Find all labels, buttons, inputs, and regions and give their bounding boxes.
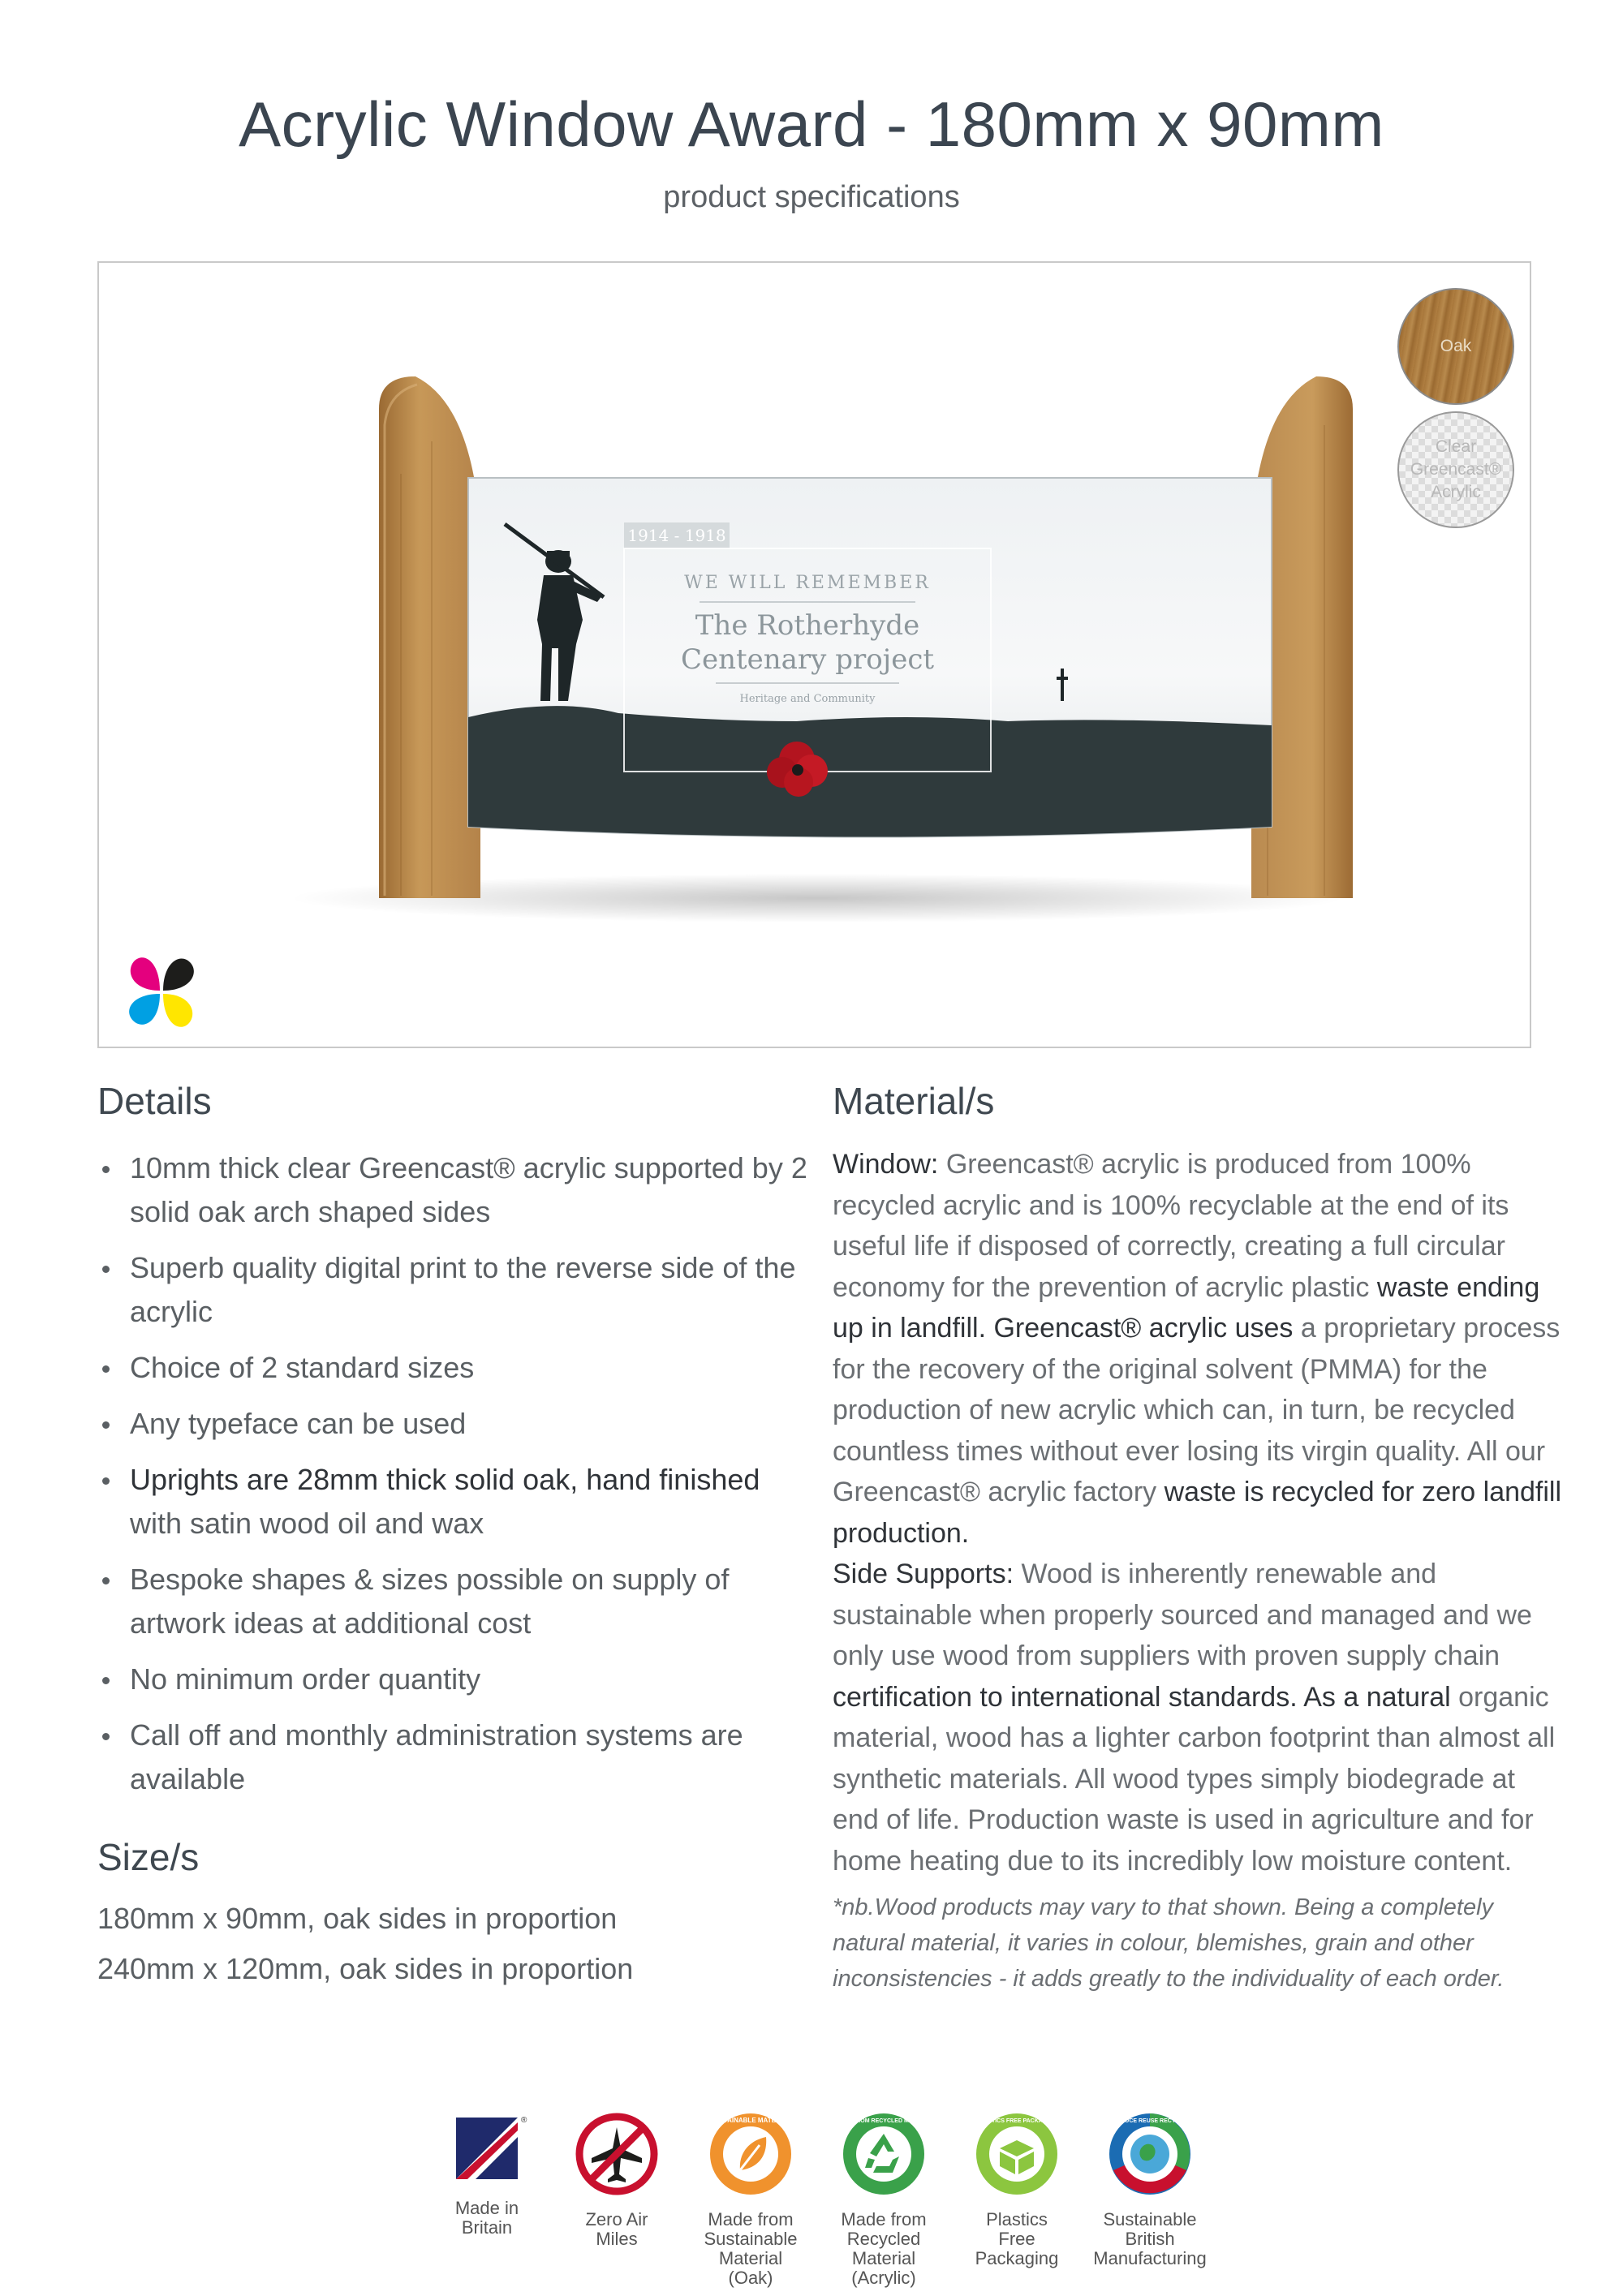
zero-air-miles-icon — [572, 2109, 661, 2199]
sizes-heading: Size/s — [97, 1836, 200, 1878]
page-title: Acrylic Window Award - 180mm x 90mm — [239, 88, 1384, 160]
acrylic-swatch-label: Clear Greencast® Acrylic — [1410, 437, 1502, 501]
plaque-line-4: Heritage and Community — [739, 693, 876, 705]
side-supports-label: Side Supports: — [833, 1559, 1014, 1589]
sustainability-badges — [0, 2109, 1623, 2296]
size-option: 180mm x 90mm, oak sides in proportion — [97, 1902, 618, 1935]
cmyk-logo-icon — [123, 954, 200, 1030]
svg-text:SUSTAINABLE MATERIAL: SUSTAINABLE MATERIAL — [710, 2117, 791, 2124]
oak-swatch — [1397, 288, 1514, 405]
side-supports-paragraph: Side Supports: Wood is inherently renewable and sustainable when properly sourced and managed and we only use wood from suppliers with proven supply chain certification to international standards. As a natural organic material, wood has a lighter carbon footprint than almost all synthetic materials. All wood types simply biodegrade at end of life. Production waste is used in agriculture and for home heating due to its incredibly low moisture content. — [833, 1559, 1556, 1877]
badge-sustainable-material: SUSTAINABLE MATERIAL Made from Sustainable Material (Oak) — [682, 2109, 820, 2288]
badge-recycled-material: MADE FROM RECYCLED MATERIAL Made from Recycled Material (Acrylic) — [815, 2109, 953, 2288]
list-item: Superb quality digital print to the reverse side of the acrylic — [97, 1246, 820, 1334]
plaque-line-3: Centenary project — [680, 643, 935, 676]
list-item: Uprights are 28mm thick solid oak, hand finished with satin wood oil and wax — [97, 1458, 820, 1546]
plaque-line-2: The Rotherhyde — [695, 609, 920, 642]
svg-text:®: ® — [521, 2116, 527, 2125]
materials-text — [833, 1144, 1563, 1997]
svg-text:REDUCE REUSE RECYCLE: REDUCE REUSE RECYCLE — [1113, 2118, 1187, 2124]
oak-swatch-label: Oak — [1440, 337, 1472, 355]
details-heading: Details — [97, 1080, 212, 1122]
product-photo — [97, 261, 1531, 1048]
list-item: No minimum order quantity — [97, 1658, 820, 1701]
made-in-britain-icon — [448, 2109, 526, 2187]
window-label: Window: — [833, 1149, 939, 1180]
list-item: Bespoke shapes & sizes possible on supply of artwork ideas at additional cost — [97, 1558, 820, 1645]
size-option: 240mm x 120mm, oak sides in proportion — [97, 1952, 634, 1985]
page-subtitle: product specifications — [663, 180, 960, 214]
sizes-list — [97, 1897, 812, 1997]
badge-zero-air-miles: Zero Air Miles — [548, 2109, 686, 2249]
plastics-free-packaging-icon — [972, 2109, 1061, 2199]
badge-plastics-free: PLASTICS FREE PACKAGING Plastics Free Packaging — [948, 2109, 1086, 2268]
svg-text:MADE FROM RECYCLED MATERIAL: MADE FROM RECYCLED MATERIAL — [834, 2118, 933, 2124]
details-list — [97, 1146, 820, 1813]
window-paragraph: Window: Greencast® acrylic is produced from 100% recycled acrylic and is 100% recyclable at the end of its useful life if disposed of correctly, creating a full circular economy for the prevention of acrylic plastic waste ending up in landfill. Greencast® acrylic uses a proprietary process for the recovery of the original solvent (PMMA) for the production of new acrylic which can, in turn, be recycled countless times without ever losing its virgin quality. All our Greencast® acrylic factory waste is recycled for zero landfill production. — [833, 1149, 1562, 1549]
materials-heading: Material/s — [833, 1080, 995, 1122]
recycled-material-icon — [834, 2109, 933, 2199]
acrylic-swatch — [1397, 411, 1514, 528]
list-item: Any typeface can be used — [97, 1402, 820, 1446]
wood-variation-note: *nb.Wood products may vary to that shown. Being a completely natural material, it varies in colour, blemishes, grain and other inconsistencies - it adds greatly to the individuality of each order. — [833, 1894, 1505, 1992]
sustainable-manufacturing-icon — [1105, 2109, 1195, 2199]
award-illustration — [99, 263, 1533, 1050]
list-item: 10mm thick clear Greencast® acrylic supported by 2 solid oak arch shaped sides — [97, 1146, 820, 1234]
plaque-date-tab: 1914 - 1918 — [627, 526, 726, 545]
badge-sustainable-manufacturing: REDUCE REUSE RECYCLE Sustainable British Manufacturing — [1081, 2109, 1219, 2268]
sustainable-material-icon — [706, 2109, 795, 2199]
plaque-line-1: WE WILL REMEMBER — [684, 573, 931, 593]
badge-made-in-britain: ® Made in Britain — [418, 2109, 556, 2238]
list-item: Choice of 2 standard sizes — [97, 1346, 820, 1390]
list-item: Call off and monthly administration systems are available — [97, 1713, 820, 1801]
svg-text:PLASTICS FREE PACKAGING: PLASTICS FREE PACKAGING — [976, 2118, 1057, 2124]
